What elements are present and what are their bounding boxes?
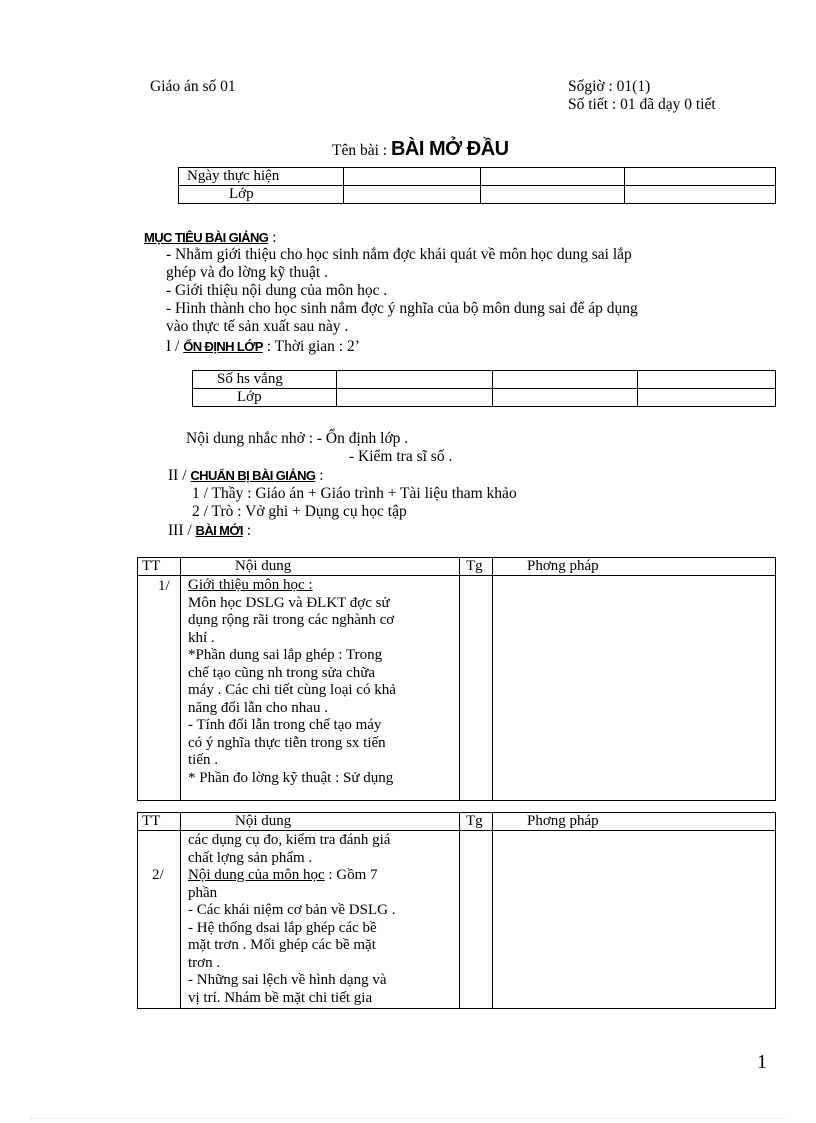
section-2-colon: : (319, 467, 324, 484)
class2-cell-1[interactable] (337, 389, 493, 407)
objectives-list (166, 246, 638, 336)
part-2-line: vị trí. Nhám bề mặt chi tiết gia (188, 989, 373, 1006)
part-1-line: - Tính đổi lẫn trong chế tạo máy (188, 717, 382, 733)
section-3-prefix: III / (168, 522, 192, 539)
page-number: 1 (757, 1051, 767, 1073)
objective-line: - Hình thành cho học sinh nắm đợc ý nghĩa của bộ môn dung sai để áp dụng (166, 300, 638, 317)
objectives-heading-text: MỤC TIÊU BÀI GIẢNG (144, 230, 269, 245)
section-1-title: ỔN ĐỊNH LỚP (183, 339, 263, 354)
absent-cell-2[interactable] (493, 371, 638, 389)
section-3-title: BÀI MỚI (195, 523, 243, 538)
absent-label: Số hs vắng (217, 371, 283, 387)
section-3-colon: : (246, 522, 252, 539)
periods-count: Số tiết : 01 đã dạy 0 tiết (568, 96, 716, 113)
part-1-line: năng đổi lẫn cho nhau . (188, 699, 328, 716)
lesson-title-text: BÀI MỞ ĐẦU (390, 138, 509, 160)
part-2-line: - Những sai lệch về hình dạng và (188, 972, 387, 988)
reminder-item-1: - Ổn định lớp . (316, 430, 409, 447)
part-2-line: - Hệ thống dsai lắp ghép các bề (188, 919, 377, 936)
part-1-line: *Phần dung sai lắp ghép : Trong (188, 647, 383, 663)
class-label-cell (179, 186, 344, 204)
reminder-label: Nội dung nhắc nhở : (186, 430, 314, 447)
part-1-line: Môn học DSLG và ĐLKT đợc sử (188, 594, 390, 611)
lesson-table-1 (137, 557, 776, 801)
part-1-line: máy . Các chi tiết cùng loại có khả (188, 682, 396, 698)
part-2-heading: Nội dung của môn học (188, 867, 325, 883)
header-time-2 (460, 813, 493, 831)
header-content (181, 558, 460, 576)
part-2-line: các dụng cụ đo, kiểm tra đánh giá (188, 832, 391, 848)
lesson-title-label: Tên bài : (332, 142, 388, 159)
section-1-prefix: I / (166, 338, 180, 355)
page-bottom-divider (30, 1118, 786, 1119)
date-class-table (178, 167, 776, 204)
objectives-heading-colon: : (272, 229, 277, 246)
student-prep: 2 / Trò : Vở ghi + Dụng cụ học tập (192, 503, 407, 520)
part-2-line: trơn . (188, 954, 221, 971)
part-2-method-cell[interactable] (493, 831, 776, 1009)
header-method (493, 558, 776, 576)
part-1-content-cell (181, 576, 460, 801)
section-3-heading (168, 522, 251, 540)
objective-line: - Nhằm giới thiệu cho học sinh nắm đợc khái quát về môn học dung sai lắp (166, 246, 632, 263)
date-cell-1[interactable] (344, 168, 481, 186)
part-1-heading: Giới thiệu môn học : (188, 577, 313, 593)
header-method-2-text: Phơng pháp (527, 813, 599, 829)
objectives-heading (144, 229, 276, 247)
part-2-time-cell[interactable] (460, 831, 493, 1009)
header-time-2-text: Tg (466, 813, 483, 829)
section-1-time: : Thời gian : 2’ (266, 338, 360, 355)
header-time-text: Tg (466, 558, 483, 574)
absent-cell-3[interactable] (638, 371, 776, 389)
objective-line: - Giới thiệu nội dung của môn học . (166, 282, 388, 299)
part-1-line: khí . (188, 629, 215, 646)
header-method-2 (493, 813, 776, 831)
part-1-line: tiến . (188, 752, 218, 768)
objective-line: vào thực tế sản xuất sau này . (166, 318, 349, 335)
class2-cell-3[interactable] (638, 389, 776, 407)
date-label-cell (179, 168, 344, 186)
part-1-number-cell (138, 576, 181, 801)
attendance-table (192, 370, 776, 407)
part-2-number: 2/ (152, 867, 164, 883)
section-2-title: CHUẨN BỊ BÀI GIẢNG (190, 468, 316, 483)
lesson-plan-number: Giáo án số 01 (150, 78, 236, 95)
header-content-2 (181, 813, 460, 831)
header-time (460, 558, 493, 576)
date-cell-2[interactable] (481, 168, 625, 186)
teacher-prep: 1 / Thầy : Giáo án + Giáo trình + Tài liệu tham khảo (192, 485, 517, 502)
part-2-heading-line (188, 867, 459, 885)
class-cell-2[interactable] (481, 186, 625, 204)
part-2-line: chất lợng sản phẩm . (188, 849, 313, 866)
part-1-line: chế tạo cũng nh trong sửa chữa (188, 664, 376, 681)
hours-count: Sốgiờ : 01(1) (568, 78, 651, 95)
date-label: Ngày thực hiện (187, 168, 280, 184)
part-2-line: mặt trơn . Mối ghép các bề mặt (188, 937, 376, 953)
lesson-title (332, 138, 509, 161)
part-2-content-cell (181, 831, 460, 1009)
header-tt-text: TT (142, 558, 161, 574)
part-1-line: có ý nghĩa thực tiễn trong sx tiến (188, 734, 386, 751)
part-2-number-cell (138, 831, 181, 1009)
class-cell-3[interactable] (625, 186, 776, 204)
reminder-item-2: - Kiểm tra sĩ số . (349, 448, 453, 465)
part-2-heading-suffix: : Gồm 7 (324, 867, 378, 883)
absent-label-cell (193, 371, 337, 389)
class-label: Lớp (229, 186, 254, 202)
header-tt-2-text: TT (142, 813, 161, 829)
class2-label-cell (193, 389, 337, 407)
header-tt (138, 558, 181, 576)
section-2-heading (168, 467, 324, 485)
section-2-prefix: II / (168, 467, 187, 484)
class2-label: Lớp (237, 389, 262, 405)
date-cell-3[interactable] (625, 168, 776, 186)
header-tt-2 (138, 813, 181, 831)
part-1-number: 1/ (158, 578, 170, 594)
part-1-line: * Phần đo lờng kỹ thuật : Sử dụng (188, 769, 394, 786)
part-1-method-cell[interactable] (493, 576, 776, 801)
class2-cell-2[interactable] (493, 389, 638, 407)
part-2-line: - Các khái niệm cơ bản về DSLG . (188, 902, 396, 918)
header-content-2-text: Nội dung (235, 813, 292, 829)
part-1-time-cell[interactable] (460, 576, 493, 801)
absent-cell-1[interactable] (337, 371, 493, 389)
header-method-text: Phơng pháp (527, 558, 599, 574)
part-2-line: phần (188, 884, 218, 901)
reminder (186, 430, 408, 448)
section-1-heading (166, 338, 360, 356)
class-cell-1[interactable] (344, 186, 481, 204)
header-content-text: Nội dung (235, 558, 292, 574)
lesson-table-2 (137, 812, 776, 1009)
objective-line: ghép và đo lờng kỹ thuật . (166, 264, 328, 281)
part-1-line: dụng rộng rãi trong các nghành cơ (188, 612, 395, 628)
